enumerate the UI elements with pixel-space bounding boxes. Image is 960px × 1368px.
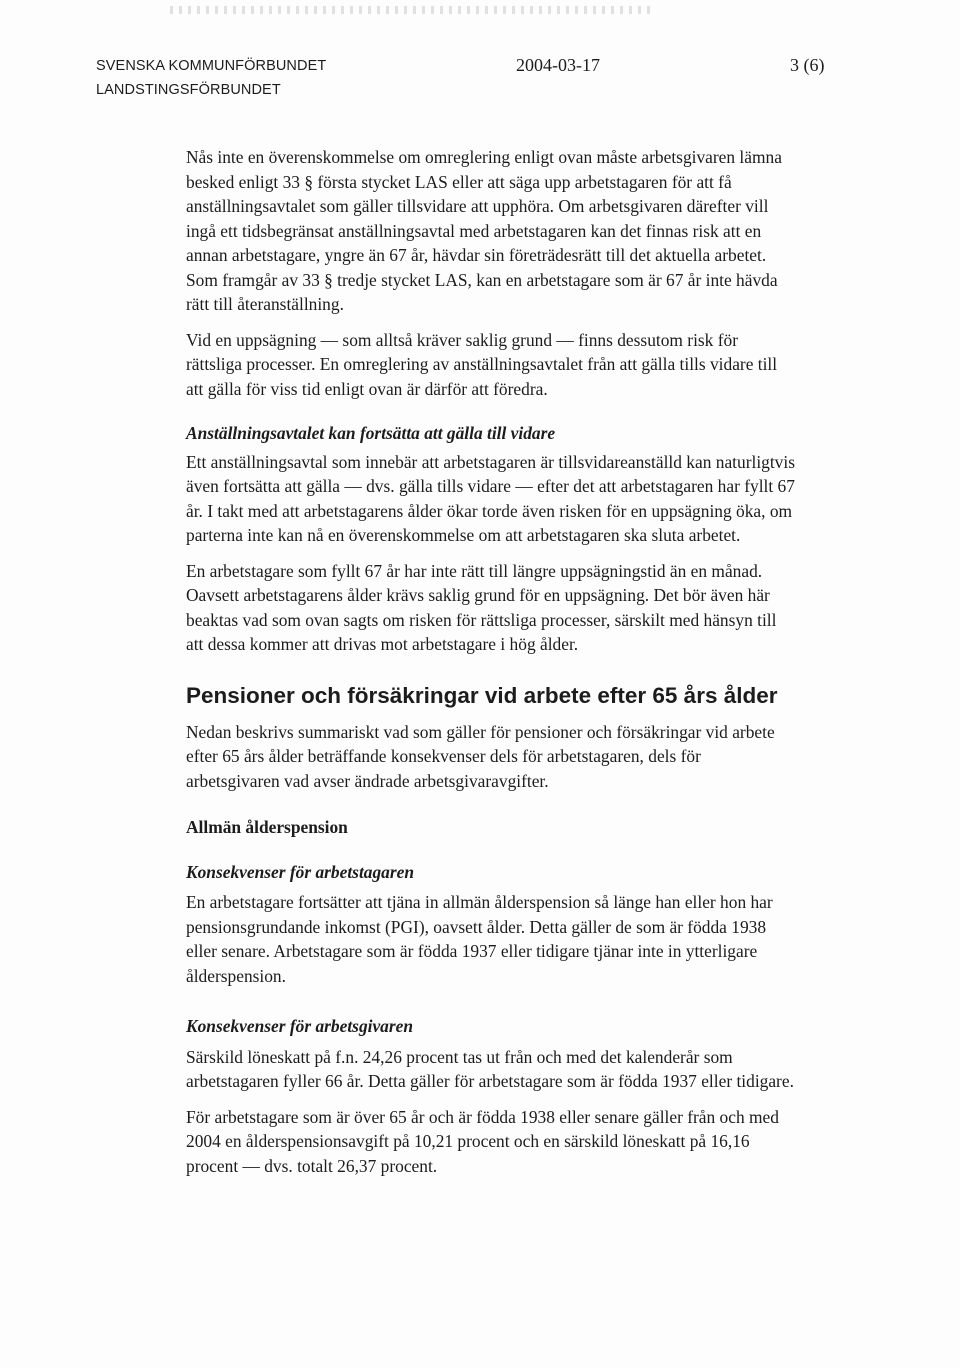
paragraph: En arbetstagare fortsätter att tjäna in allmän ålderspension så länge han eller hon har pensionsgrundande inkomst (PGI), oavsett ålder. Detta gäller de som är födda 1938 eller senare. Arbetstagare som är födda 1937 eller tidigare tjänar inte in ytterligare ålderspension.: [186, 892, 773, 986]
section-heading: Anställningsavtalet kan fortsätta att gälla till vidare: [186, 423, 556, 443]
paragraph: Särskild löneskatt på f.n. 24,26 procent tas ut från och med det kalenderår som arbetstagaren fyller 66 år. Detta gäller för arbetstagare som är födda 1937 eller tidigare.: [186, 1046, 794, 1091]
subsubsection-heading: Konsekvenser för arbetsgivaren: [186, 1016, 414, 1036]
subsubsection-heading: Konsekvenser för arbetstagaren: [186, 861, 415, 882]
document-body: [186, 145, 798, 1189]
header-org-line1: SVENSKA KOMMUNFÖRBUNDET: [96, 58, 327, 74]
paragraph: Nås inte en överenskommelse om omreglering enligt ovan måste arbetsgivaren lämna besked enligt 33 § första stycket LAS eller att säga upp arbetstagaren för att få anställningsavtalet som gäller tillsvidare att upphöra. Om arbetsgivaren därefter vill ingå ett tidsbegränsat anställningsavtal med arbetstagaren kan det finnas risk att en annan arbetstagare, yngre än 67 år, hävdar sin företrädesrätt till det aktuella arbetet. Som framgår av 33 § tredje stycket LAS, kan en arbetstagare som är 67 år inte hävda rätt till återanställning.: [186, 147, 782, 314]
paragraph: Vid en uppsägning — som alltså kräver saklig grund — finns dessutom risk för rättsliga processer. En omreglering av anställningsavtalet från att gälla tills vidare till att gälla för viss tid enligt ovan är därför att föredra.: [186, 329, 778, 399]
paragraph: En arbetstagare som fyllt 67 år har inte rätt till längre uppsägningstid än en månad. Oavsett arbetstagarens ålder krävs saklig grund för en uppsägning. Det bör även här beaktas vad som ovan sagts om risken för rättsliga processer, särskilt med hänsyn till att dessa kommer att drivas mot arbetstagare i hög ålder.: [186, 560, 777, 654]
paragraph: För arbetstagare som är över 65 år och är födda 1938 eller senare gäller från och med 2004 en ålderspensionsavgift på 10,21 procent och en särskild löneskatt på 16,16 procent — dvs. totalt 26,37 procent.: [186, 1106, 779, 1176]
subsection-heading: Allmän ålderspension: [186, 817, 348, 837]
chapter-heading: Pensioner och försäkringar vid arbete efter 65 års ålder: [186, 682, 778, 708]
paragraph: Nedan beskrivs summariskt vad som gäller för pensioner och försäkringar vid arbete efter 65 års ålder beträffande konsekvenser dels för arbetstagaren, dels för arbetsgivaren vad avser ändrade arbetsgivaravgifter.: [186, 721, 775, 791]
header-page-number: 3 (6): [790, 55, 825, 75]
header-org-line2: LANDSTINGSFÖRBUNDET: [96, 82, 281, 98]
paragraph: Ett anställningsavtal som innebär att arbetstagaren är tillsvidareanställd kan naturligtvis även fortsätta att gälla — dvs. gälla tills vidare — efter det att arbetstagaren har fyllt 67 år. I takt med att arbetstagarens ålder ökar torde även risken för en uppsägning öka, om parterna inte kan nå en överenskommelse om att arbetstagaren ska sluta arbetet.: [186, 451, 795, 545]
header-date: 2004-03-17: [516, 55, 600, 75]
scan-artifact: [170, 6, 650, 14]
